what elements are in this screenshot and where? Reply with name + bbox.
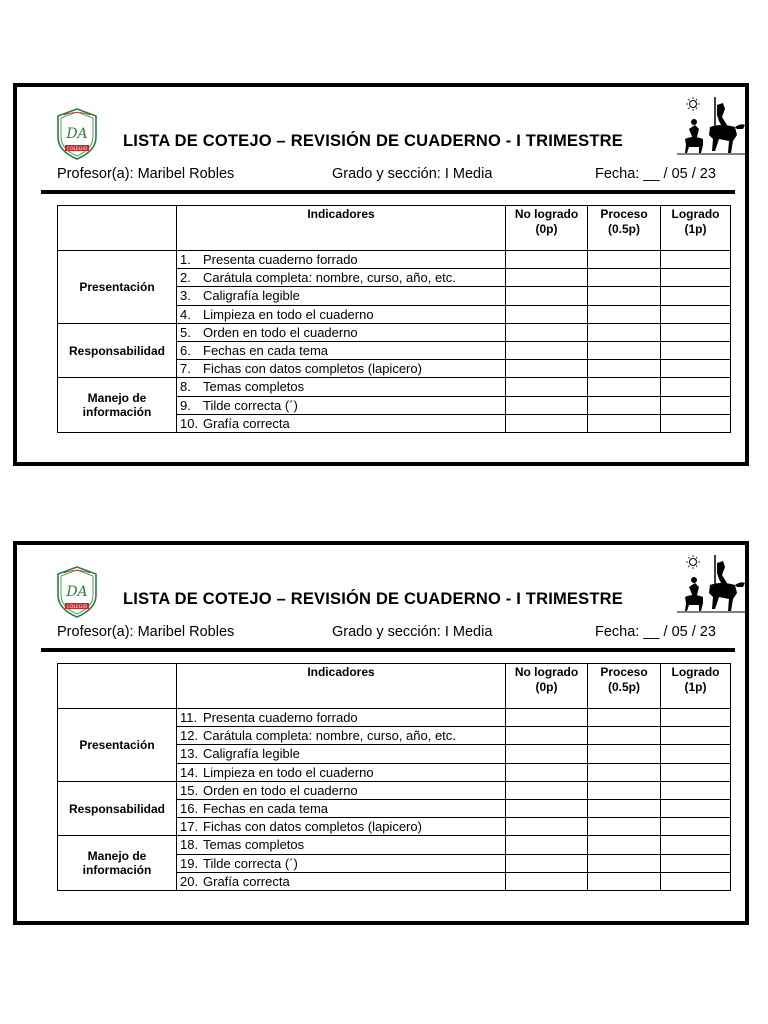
- section-presentacion: Presentación: [58, 709, 177, 782]
- indicator-text: Orden en todo el cuaderno: [203, 324, 358, 340]
- header-divider: [41, 648, 735, 652]
- indicator-cell: [177, 745, 506, 763]
- header-blank: [58, 664, 177, 709]
- indicator-number: 2.: [180, 270, 191, 286]
- score-proceso-cell[interactable]: [588, 745, 661, 763]
- indicator-text: Presenta cuaderno forrado: [203, 252, 358, 268]
- score-logrado-cell[interactable]: [661, 763, 731, 781]
- score-logrado-cell[interactable]: [661, 341, 731, 359]
- checklist-card: [13, 83, 749, 466]
- score-logrado-cell[interactable]: [661, 378, 731, 396]
- indicator-number: 19.: [180, 855, 199, 871]
- indicator-number: 4.: [180, 306, 191, 322]
- score-no-logrado-cell[interactable]: [506, 818, 588, 836]
- section-manejo-informacion: [58, 836, 177, 891]
- indicator-cell: [177, 378, 506, 396]
- score-proceso-cell[interactable]: [588, 854, 661, 872]
- score-no-logrado-cell[interactable]: [506, 414, 588, 432]
- score-proceso-cell[interactable]: [588, 799, 661, 817]
- score-no-logrado-cell[interactable]: [506, 323, 588, 341]
- indicator-cell: [177, 818, 506, 836]
- indicator-number: 11.: [180, 710, 198, 726]
- score-no-logrado-cell[interactable]: [506, 836, 588, 854]
- header-indicadores: Indicadores: [177, 664, 506, 709]
- score-logrado-cell[interactable]: [661, 836, 731, 854]
- score-no-logrado-cell[interactable]: [506, 341, 588, 359]
- indicator-cell: [177, 709, 506, 727]
- score-no-logrado-cell[interactable]: [506, 378, 588, 396]
- indicator-number: 12.: [180, 728, 199, 744]
- svg-text:COLEGIO: COLEGIO: [66, 605, 88, 610]
- score-logrado-cell[interactable]: [661, 396, 731, 414]
- indicator-number: 14.: [180, 764, 199, 780]
- indicator-cell: [177, 360, 506, 378]
- indicator-cell: [177, 414, 506, 432]
- indicator-cell: [177, 396, 506, 414]
- indicator-text: Carátula completa: nombre, curso, año, etc.: [203, 728, 456, 744]
- indicator-number: 1.: [180, 252, 191, 268]
- score-proceso-cell[interactable]: [588, 323, 661, 341]
- indicator-number: 20.: [180, 873, 199, 889]
- school-crest-icon: [55, 565, 99, 619]
- indicator-number: 5.: [180, 324, 191, 340]
- svg-text:COLEGIO: COLEGIO: [66, 147, 88, 152]
- score-no-logrado-cell[interactable]: [506, 763, 588, 781]
- score-no-logrado-cell[interactable]: [506, 781, 588, 799]
- indicator-cell: [177, 323, 506, 341]
- indicator-text: Fichas con datos completos (lapicero): [203, 361, 422, 377]
- indicator-text: Tilde correcta (´): [203, 855, 298, 871]
- checklist-table: [57, 205, 731, 433]
- score-logrado-cell[interactable]: [661, 818, 731, 836]
- header-no-logrado: No logrado (0p): [506, 206, 588, 251]
- indicator-cell: [177, 854, 506, 872]
- indicator-cell: [177, 781, 506, 799]
- indicator-number: 15.: [180, 782, 199, 798]
- score-proceso-cell[interactable]: [588, 709, 661, 727]
- indicator-text: Orden en todo el cuaderno: [203, 782, 358, 798]
- score-logrado-cell[interactable]: [661, 781, 731, 799]
- score-logrado-cell[interactable]: [661, 305, 731, 323]
- indicator-number: 10.: [180, 415, 199, 431]
- svg-text:DA: DA: [66, 584, 88, 600]
- indicator-number: 13.: [180, 746, 199, 762]
- indicator-number: 9.: [180, 397, 191, 413]
- indicator-number: 18.: [180, 837, 199, 853]
- header-indicadores: Indicadores: [177, 206, 506, 251]
- header-divider: [41, 190, 735, 194]
- score-proceso-cell[interactable]: [588, 763, 661, 781]
- checklist-table: [57, 663, 731, 891]
- score-logrado-cell[interactable]: [661, 727, 731, 745]
- indicator-cell: [177, 727, 506, 745]
- score-logrado-cell[interactable]: [661, 360, 731, 378]
- header-no-logrado: No logrado (0p): [506, 664, 588, 709]
- indicator-cell: [177, 269, 506, 287]
- table-row: [58, 781, 731, 799]
- section-label-line: Manejo de: [87, 391, 147, 406]
- indicator-text: Grafía correcta: [203, 415, 290, 431]
- section-label-line: Manejo de: [87, 849, 147, 864]
- indicator-text: Caligrafía legible: [203, 746, 300, 762]
- score-proceso-cell[interactable]: [588, 341, 661, 359]
- score-no-logrado-cell[interactable]: [506, 396, 588, 414]
- score-logrado-cell[interactable]: [661, 709, 731, 727]
- grade-section: Grado y sección: I Media: [332, 166, 493, 182]
- indicator-cell: [177, 251, 506, 269]
- table-header-row: [58, 206, 731, 251]
- score-no-logrado-cell[interactable]: [506, 269, 588, 287]
- teacher-name: Profesor(a): Maribel Robles: [57, 166, 235, 182]
- score-logrado-cell[interactable]: [661, 872, 731, 890]
- score-no-logrado-cell[interactable]: [506, 854, 588, 872]
- section-label-line: información: [82, 405, 152, 420]
- section-responsabilidad: Responsabilidad: [58, 781, 177, 836]
- table-row: [58, 378, 731, 396]
- score-proceso-cell[interactable]: [588, 396, 661, 414]
- indicator-cell: [177, 341, 506, 359]
- header-proceso: Proceso (0.5p): [588, 206, 661, 251]
- score-no-logrado-cell[interactable]: [506, 745, 588, 763]
- indicator-cell: [177, 836, 506, 854]
- score-proceso-cell[interactable]: [588, 727, 661, 745]
- indicator-text: Carátula completa: nombre, curso, año, etc.: [203, 270, 456, 286]
- indicator-text: Fechas en cada tema: [203, 343, 329, 359]
- indicator-text: Caligrafía legible: [203, 288, 300, 304]
- section-manejo-informacion: [58, 378, 177, 433]
- table-row: [58, 323, 731, 341]
- indicator-text: Grafía correcta: [203, 873, 290, 889]
- score-logrado-cell[interactable]: [661, 854, 731, 872]
- score-proceso-cell[interactable]: [588, 305, 661, 323]
- score-logrado-cell[interactable]: [661, 799, 731, 817]
- score-no-logrado-cell[interactable]: [506, 727, 588, 745]
- section-responsabilidad: Responsabilidad: [58, 323, 177, 378]
- header-logrado: Logrado (1p): [661, 664, 731, 709]
- indicator-text: Temas completos: [203, 837, 305, 853]
- score-proceso-cell[interactable]: [588, 414, 661, 432]
- grade-section: Grado y sección: I Media: [332, 624, 493, 640]
- indicator-cell: [177, 872, 506, 890]
- indicator-number: 16.: [180, 801, 199, 817]
- don-quixote-illustration: [675, 553, 749, 615]
- score-no-logrado-cell[interactable]: [506, 287, 588, 305]
- indicator-number: 7.: [180, 361, 191, 377]
- table-row: [58, 836, 731, 854]
- indicator-text: Limpieza en todo el cuaderno: [203, 306, 374, 322]
- score-proceso-cell[interactable]: [588, 818, 661, 836]
- score-logrado-cell[interactable]: [661, 251, 731, 269]
- indicator-text: Fechas en cada tema: [203, 801, 329, 817]
- indicator-text: Presenta cuaderno forrado: [203, 710, 358, 726]
- svg-text:DA: DA: [66, 126, 88, 142]
- indicator-text: Temas completos: [203, 379, 305, 395]
- score-no-logrado-cell[interactable]: [506, 360, 588, 378]
- indicator-number: 17.: [180, 819, 199, 835]
- score-proceso-cell[interactable]: [588, 872, 661, 890]
- date-field: Fecha: __ / 05 / 23: [595, 166, 716, 182]
- checklist-card: [13, 541, 749, 925]
- indicator-cell: [177, 799, 506, 817]
- score-no-logrado-cell[interactable]: [506, 305, 588, 323]
- indicator-text: Fichas con datos completos (lapicero): [203, 819, 422, 835]
- score-no-logrado-cell[interactable]: [506, 872, 588, 890]
- score-proceso-cell[interactable]: [588, 836, 661, 854]
- score-logrado-cell[interactable]: [661, 287, 731, 305]
- section-presentacion: Presentación: [58, 251, 177, 324]
- don-quixote-illustration: [675, 95, 749, 157]
- score-proceso-cell[interactable]: [588, 378, 661, 396]
- score-proceso-cell[interactable]: [588, 360, 661, 378]
- indicator-cell: [177, 763, 506, 781]
- form-title: LISTA DE COTEJO – REVISIÓN DE CUADERNO - I TRIMESTRE: [123, 132, 623, 150]
- header-logrado: Logrado (1p): [661, 206, 731, 251]
- score-no-logrado-cell[interactable]: [506, 709, 588, 727]
- date-field: Fecha: __ / 05 / 23: [595, 624, 716, 640]
- table-header-row: [58, 664, 731, 709]
- score-logrado-cell[interactable]: [661, 745, 731, 763]
- header-blank: [58, 206, 177, 251]
- score-logrado-cell[interactable]: [661, 414, 731, 432]
- indicator-cell: [177, 305, 506, 323]
- score-no-logrado-cell[interactable]: [506, 251, 588, 269]
- score-proceso-cell[interactable]: [588, 287, 661, 305]
- score-logrado-cell[interactable]: [661, 269, 731, 287]
- table-row: [58, 251, 731, 269]
- table-row: [58, 709, 731, 727]
- score-proceso-cell[interactable]: [588, 251, 661, 269]
- school-crest-icon: [55, 107, 99, 161]
- score-logrado-cell[interactable]: [661, 323, 731, 341]
- score-proceso-cell[interactable]: [588, 781, 661, 799]
- indicator-text: Limpieza en todo el cuaderno: [203, 764, 374, 780]
- indicator-cell: [177, 287, 506, 305]
- teacher-name: Profesor(a): Maribel Robles: [57, 624, 235, 640]
- indicator-number: 6.: [180, 343, 191, 359]
- indicator-number: 3.: [180, 288, 191, 304]
- score-proceso-cell[interactable]: [588, 269, 661, 287]
- form-title: LISTA DE COTEJO – REVISIÓN DE CUADERNO - I TRIMESTRE: [123, 590, 623, 608]
- score-no-logrado-cell[interactable]: [506, 799, 588, 817]
- indicator-number: 8.: [180, 379, 191, 395]
- section-label-line: información: [82, 863, 152, 878]
- header-proceso: Proceso (0.5p): [588, 664, 661, 709]
- indicator-text: Tilde correcta (´): [203, 397, 298, 413]
